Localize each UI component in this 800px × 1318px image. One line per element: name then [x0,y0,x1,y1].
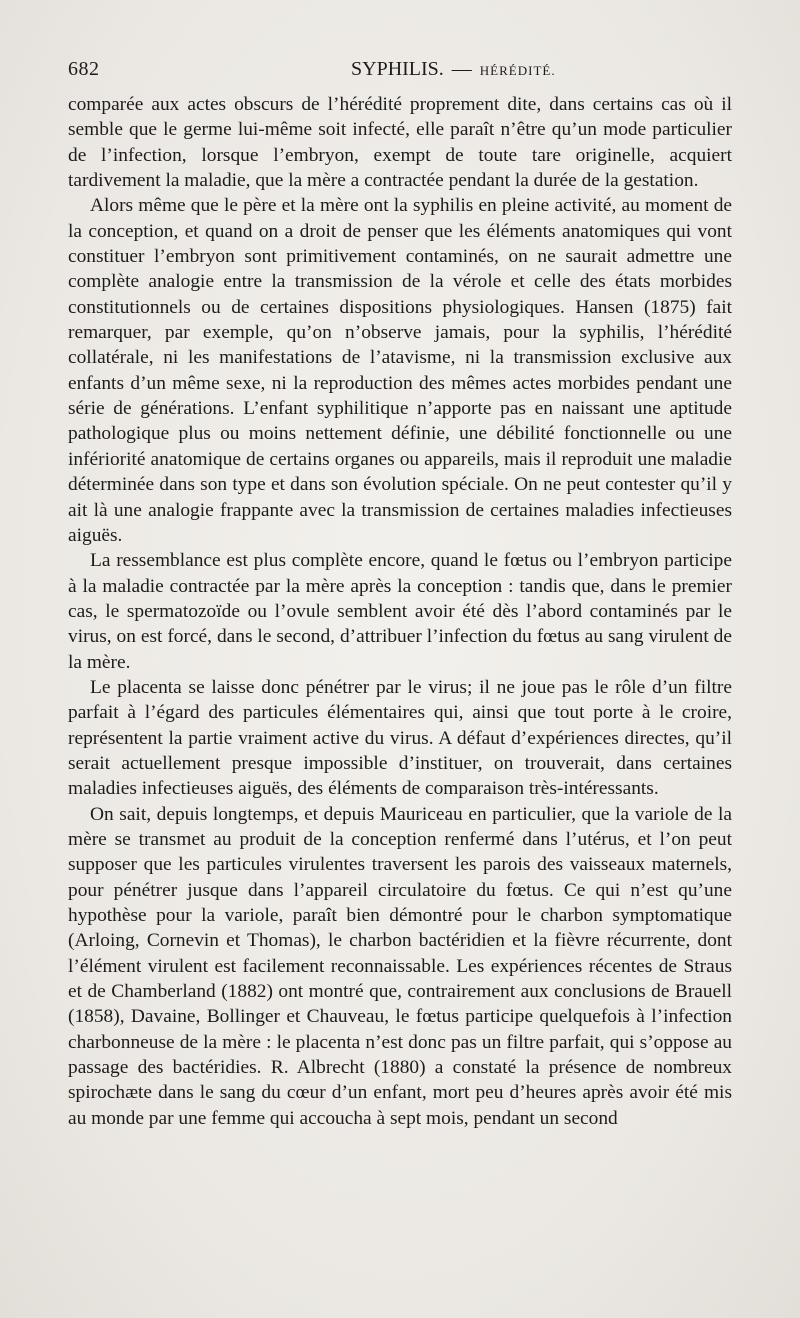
running-title-separator: — [451,58,472,80]
page-number: 682 [68,58,100,80]
paragraph: Alors même que le père et la mère ont la syphilis en pleine activité, au moment de la conception, et quand on a droit de penser que les éléments anatomiques qui vont constituer l’embryon sont primitivement contaminés, on ne saurait admettre une complète analogie entre la transmission de la vérole et celle des états morbides constitutionnels ou de certaines dispositions physiologiques. Hansen (1875) fait remarquer, par exemple, qu’on n’observe jamais, pour la syphilis, l’hérédité collatérale, ni les manifestations de l’atavisme, ni la transmission exclusive aux enfants d’un même sexe, ni la reproduction des mêmes actes morbides pendant une série de générations. L’enfant syphilitique n’apporte pas en naissant une aptitude pathologique plus ou moins nettement définie, une débilité fonctionnelle ou une infériorité anatomique de certains organes ou appareils, mais il reproduit une maladie déterminée dans son type et dans son évolution spéciale. On ne peut contester qu’il y ait là une analogie frappante avec la transmission de certaines maladies infectieuses aiguës. [68,195,732,546]
paragraph: On sait, depuis longtemps, et depuis Mauriceau en particulier, que la variole de la mère se transmet au produit de la conception renfermé dans l’utérus, et l’on peut supposer que les particules virulentes traversent les parois des vaisseaux maternels, pour pénétrer jusque dans l’appareil circulatoire du fœtus. Ce qui n’est qu’une hypothèse pour la variole, paraît bien démontré pour le charbon symptomatique (Arloing, Cornevin et Thomas), le charbon bactéridien et la fièvre récurrente, dont l’élément virulent est facilement reconnaissable. Les expériences récentes de Straus et de Chamberland (1882) ont montré que, contrairement aux conclusions de Brauell (1858), Davaine, Bollinger et Chauveau, le fœtus participe quelquefois à l’infection charbonneuse de la mère : le placenta n’est donc pas un filtre parfait, qui s’oppose au passage des bactéridies. R. Albrecht (1880) a constaté la présence de nombreux spirochæte dans le sang du cœur d’un enfant, mort peu d’heures après avoir été mis au monde par une femme qui accoucha à sept mois, pendant un second [68,803,732,1129]
paragraph-continued: comparée aux actes obscurs de l’hérédité proprement dite, dans certains cas où il semble que le germe lui-même soit infecté, elle paraît n’être qu’un mode particulier de l’infection, lorsque l’embryon, exempt de toute tare originelle, acquiert tardivement la maladie, que la mère a contractée pendant la durée de la gestation. [68,94,732,192]
paragraph: Le placenta se laisse donc pénétrer par le virus; il ne joue pas le rôle d’un filtre parfait à l’égard des particules élémentaires qui, ainsi que tout porte à le croire, représentent la partie vraiment active du virus. A défaut d’expériences directes, qu’il serait actuellement presque impossible d’instituer, on trouverait, dans certaines maladies infectieuses aiguës, des éléments de comparaison très-intéressants. [68,676,732,800]
paragraph: La ressemblance est plus complète encore, quand le fœtus ou l’embryon participe à la maladie contractée par la mère après la conception : tandis que, dans le premier cas, le spermatozoïde ou l’ovule semblent avoir été dès l’abord contaminés par le virus, on est forcé, dans le second, d’attribuer l’infection du fœtus au sang virulent de la mère. [68,550,732,673]
running-title-main: SYPHILIS. [351,58,444,80]
running-title [351,58,556,81]
page-header [68,58,732,84]
body-text [68,92,732,1131]
running-title-subtitle: HÉRÉDITÉ. [479,63,556,78]
